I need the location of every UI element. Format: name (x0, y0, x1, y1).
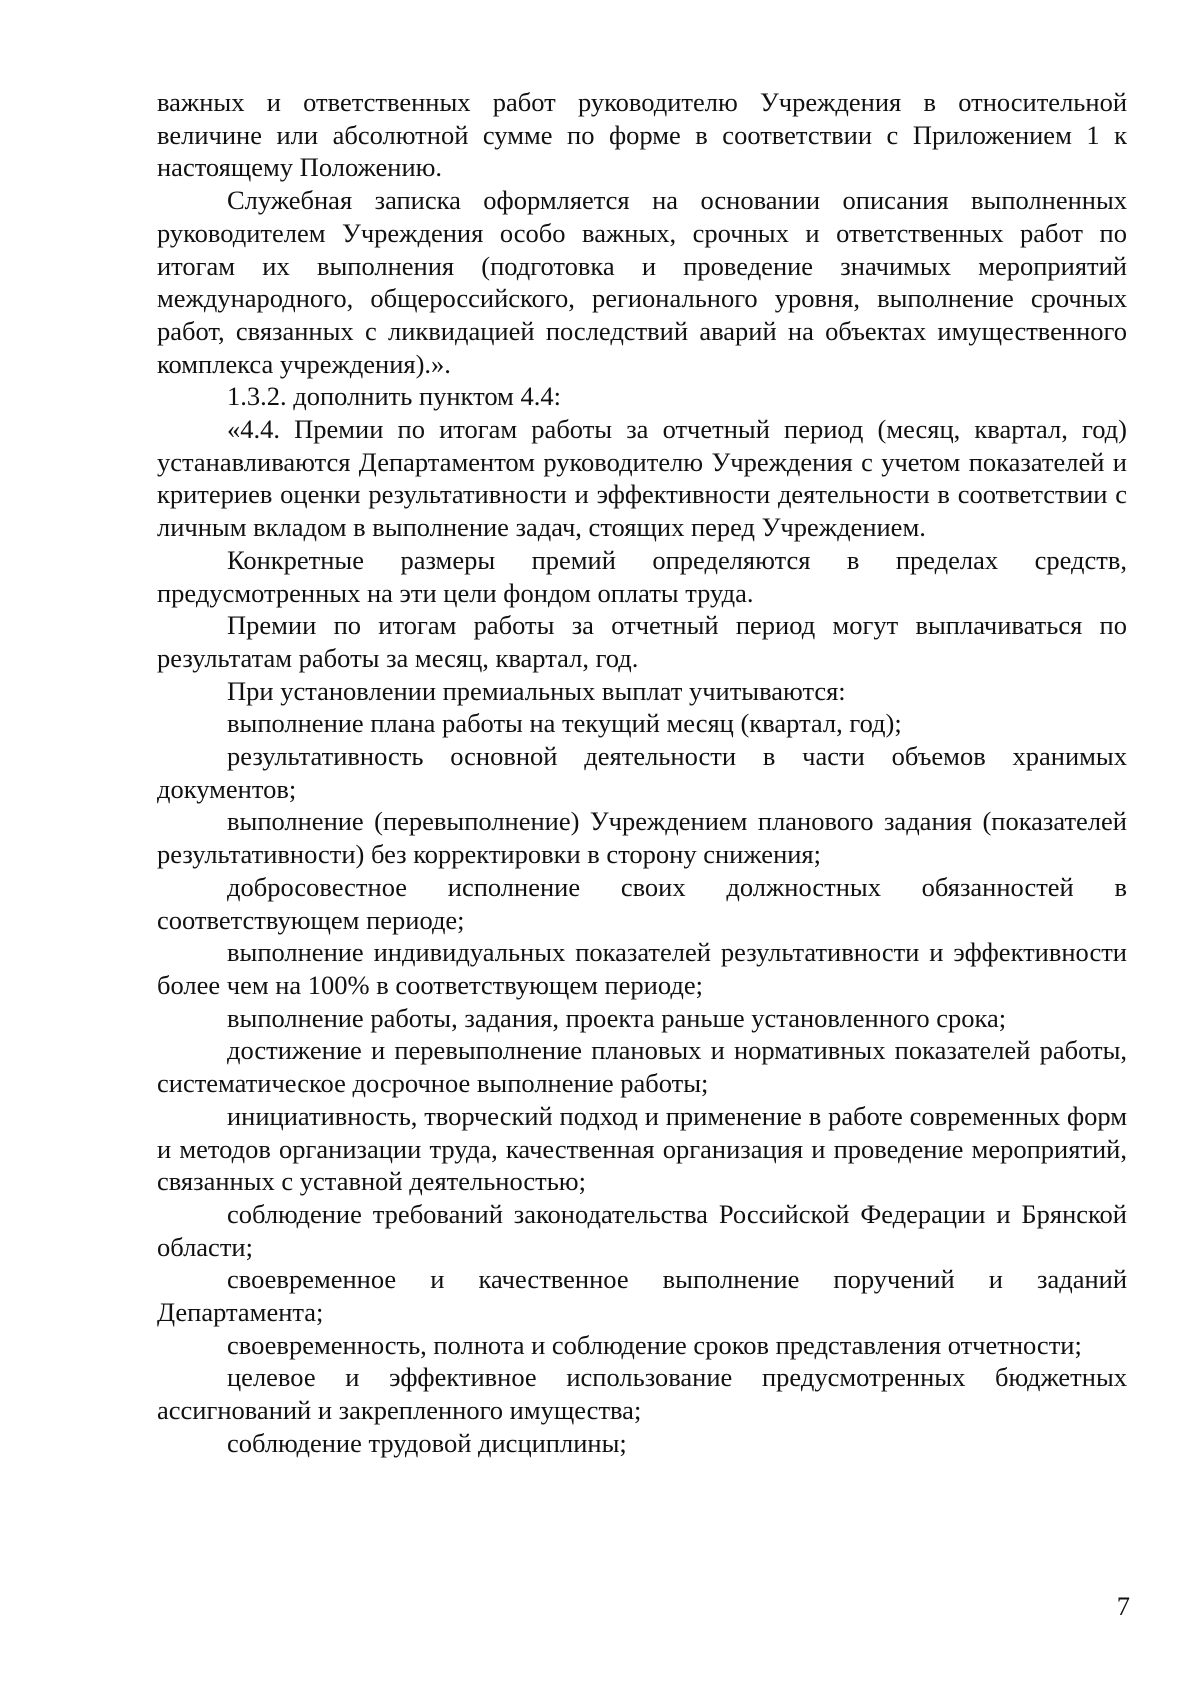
criteria-item: своевременность, полнота и соблюдение сроков представления отчетности; (227, 1329, 1082, 1360)
criteria-item: достижение и перевыполнение плановых и нормативных показателей работы, систематическое досрочное выполнение работы; (157, 1035, 1127, 1099)
paragraph-criteria-intro: При установлении премиальных выплат учитываются: (227, 675, 846, 706)
criteria-item: выполнение плана работы на текущий месяц (квартал, год); (227, 708, 902, 739)
paragraph-bonus-amounts: Конкретные размеры премий определяются в пределах средств, предусмотренных на эти цели фондом оплаты труда. (157, 544, 1127, 608)
criteria-item: добросовестное исполнение своих должностных обязанностей в соответствующем периоде; (157, 871, 1127, 935)
paragraph-item-1-3-2: 1.3.2. дополнить пунктом 4.4: (227, 381, 561, 412)
criteria-item: соблюдение требований законодательства Российской Федерации и Брянской области; (157, 1198, 1127, 1262)
page-number: 7 (1116, 1591, 1130, 1621)
criteria-item: инициативность, творческий подход и применение в работе современных форм и методов организации труда, качественная организация и проведение мероприятий, связанных с уставной деятельностью; (157, 1100, 1127, 1197)
criteria-item: целевое и эффективное использование предусмотренных бюджетных ассигнований и закрепленного имущества; (157, 1362, 1127, 1426)
criteria-item: своевременное и качественное выполнение поручений и заданий Департамента; (157, 1264, 1127, 1328)
criteria-item: соблюдение трудовой дисциплины; (227, 1427, 627, 1458)
paragraph-continuation: важных и ответственных работ руководителю Учреждения в относительной величине или абсолютной сумме по форме в соответствии с Приложением 1 к настоящему Положению. (157, 87, 1127, 183)
criteria-item: выполнение (перевыполнение) Учреждением планового задания (показателей результативности) без корректировки в сторону снижения; (157, 806, 1127, 870)
paragraph-bonus-periods: Премии по итогам работы за отчетный период могут выплачиваться по результатам работы за месяц, квартал, год. (157, 610, 1127, 673)
document-body (157, 86, 1127, 1460)
paragraph-item-4-4: «4.4. Премии по итогам работы за отчетный период (месяц, квартал, год) устанавливаются Департаментом руководителю Учреждения с учетом показателей и критериев оценки результативности и эффективности деятельности в соответствии с личным вкладом в выполнение задач, стоящих перед Учреждением. (157, 414, 1127, 543)
paragraph-memo-basis: Служебная записка оформляется на основании описания выполненных руководителем Учреждения особо важных, срочных и ответственных работ по итогам их выполнения (подготовка и проведение значимых мероприятий международного, общероссийского, регионального уровня, выполнение срочных работ, связанных с ликвидацией последствий аварий на объектах имущественного комплекса учреждения).». (157, 185, 1127, 379)
criteria-item: выполнение индивидуальных показателей результативности и эффективности более чем на 100% в соответствующем периоде; (157, 937, 1127, 1000)
criteria-item: выполнение работы, задания, проекта раньше установленного срока; (227, 1002, 1007, 1033)
criteria-item: результативность основной деятельности в части объемов хранимых документов; (157, 741, 1127, 804)
